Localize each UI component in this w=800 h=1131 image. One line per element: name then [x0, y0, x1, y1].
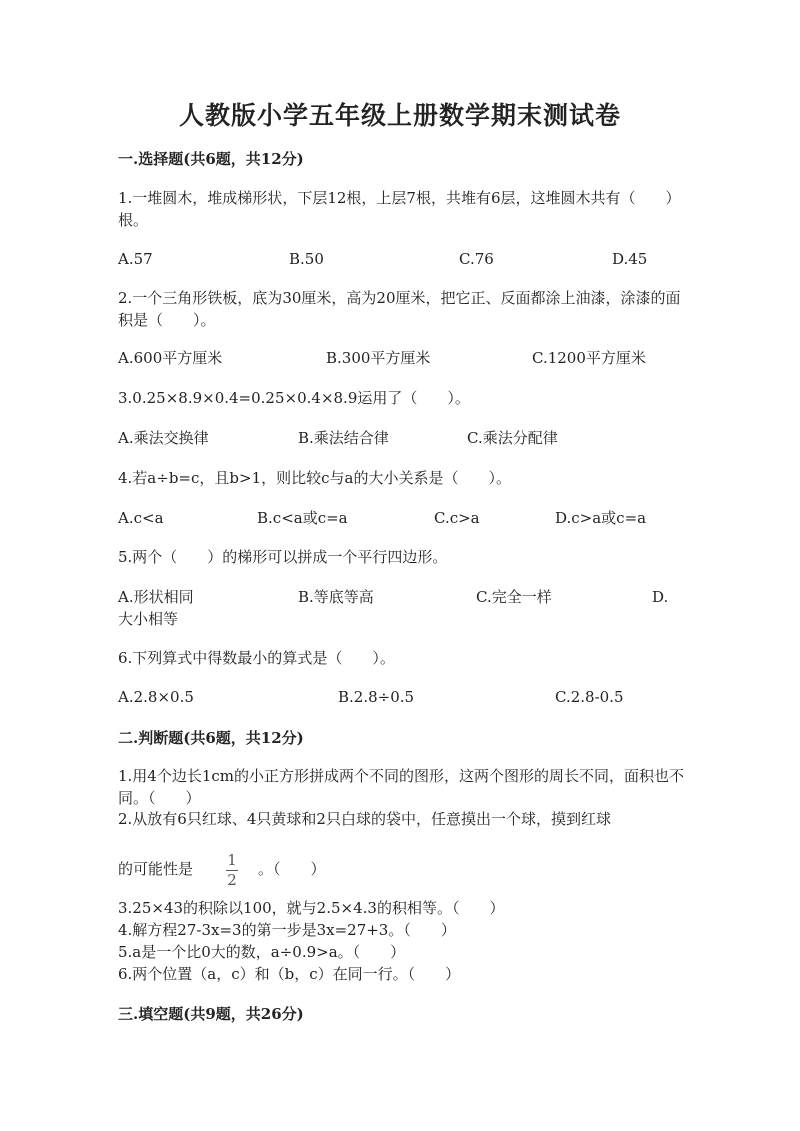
q6-option-b: B.2.8÷0.5 [338, 688, 415, 706]
question-2: 2.一个三角形铁板，底为30厘米，高为20厘米，把它正、反面都涂上油漆，涂漆的面积是（ ）。 [118, 289, 681, 329]
judgement-3: 3.25×43的积除以100，就与2.5×4.3的积相等。（ ） [118, 899, 505, 917]
fraction-denominator: 2 [227, 871, 237, 889]
judgement-2-suffix: 。（ ） [258, 860, 326, 878]
q1-option-c: C.76 [459, 250, 494, 268]
q3-option-a: A.乘法交换律 [118, 429, 209, 447]
q5-option-a: A.形状相同 [118, 588, 194, 606]
q2-option-a: A.600平方厘米 [118, 349, 223, 367]
fraction-numerator: 1 [227, 851, 237, 869]
judgement-6: 6.两个位置（a，c）和（b，c）在同一行。（ ） [118, 965, 461, 983]
q3-option-b: B.乘法结合律 [298, 429, 389, 447]
q2-option-b: B.300平方厘米 [326, 349, 431, 367]
section-heading-choice: 一.选择题(共6题，共12分) [118, 150, 304, 168]
q6-option-c: C.2.8-0.5 [555, 688, 624, 706]
q5-option-d: D. [652, 588, 669, 606]
q4-option-b: B.c<a或c=a [257, 509, 348, 527]
q1-option-d: D.45 [612, 250, 648, 268]
q5-option-c: C.完全一样 [476, 588, 552, 606]
q1-option-b: B.50 [289, 250, 324, 268]
q4-option-c: C.c>a [434, 509, 480, 527]
page-title: 人教版小学五年级上册数学期末测试卷 [178, 101, 621, 130]
question-1: 1.一堆圆木，堆成梯形状，下层12根，上层7根，共堆有6层，这堆圆木共有（ ）根。 [118, 189, 681, 229]
section-heading-judgement: 二.判断题(共6题，共12分) [118, 729, 304, 747]
question-3: 3.0.25×8.9×0.4=0.25×0.4×8.9运用了（ ）。 [118, 389, 470, 407]
q4-option-d: D.c>a或c=a [555, 509, 647, 527]
question-6: 6.下列算式中得数最小的算式是（ ）。 [118, 649, 395, 667]
q3-option-c: C.乘法分配律 [467, 429, 558, 447]
question-4: 4.若a÷b=c，且b>1，则比较c与a的大小关系是（ ）。 [118, 469, 511, 487]
judgement-4: 4.解方程27-3x=3的第一步是3x=27+3。（ ） [118, 921, 456, 939]
q2-option-c: C.1200平方厘米 [532, 349, 646, 367]
judgement-2-prefix: 的可能性是 [118, 860, 194, 878]
judgement-2: 2.从放有6只红球、4只黄球和2只白球的袋中，任意摸出一个球，摸到红球 [118, 810, 611, 828]
q5-option-d-text: 大小相等 [118, 610, 179, 628]
question-5: 5.两个（ ）的梯形可以拼成一个平行四边形。 [118, 548, 448, 566]
q5-option-b: B.等底等高 [298, 588, 374, 606]
q4-option-a: A.c<a [118, 509, 164, 527]
fraction-one-half [226, 853, 238, 888]
q1-option-a: A.57 [118, 250, 153, 268]
judgement-5: 5.a是一个比0大的数，a÷0.9>a。（ ） [118, 943, 406, 961]
q6-option-a: A.2.8×0.5 [118, 688, 194, 706]
section-heading-fill: 三.填空题(共9题，共26分) [118, 1005, 304, 1023]
judgement-1: 1.用4个边长1cm的小正方形拼成两个不同的图形，这两个图形的周长不同，面积也不同。（ ） [118, 767, 685, 807]
